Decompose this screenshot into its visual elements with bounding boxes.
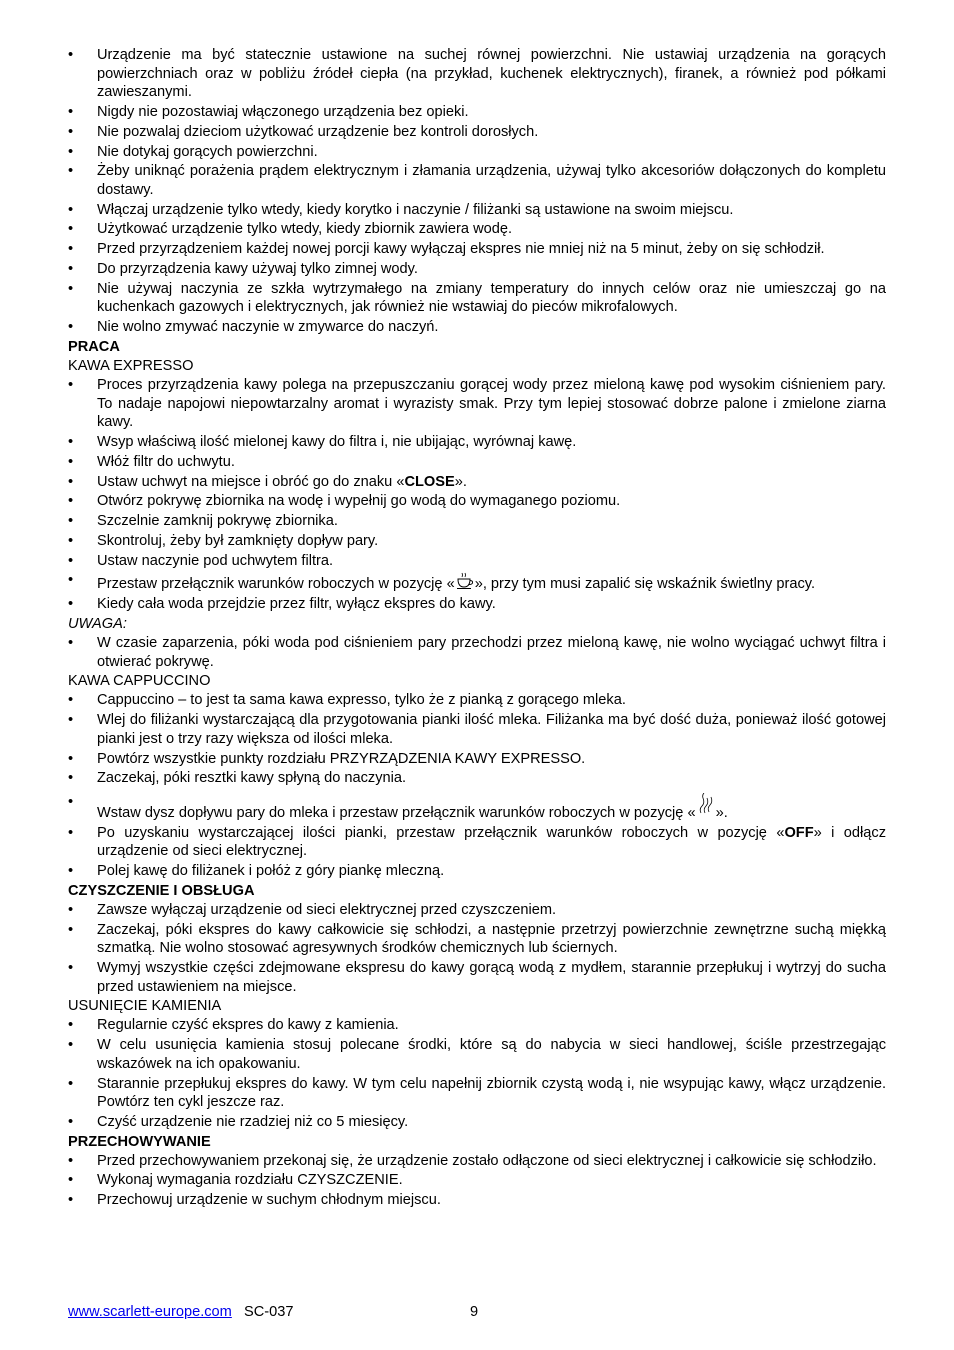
list-item: • Nie dotykaj gorących powierzchni.: [68, 143, 886, 162]
list-item: • Wlej do filiżanki wystarczającą dla przygotowania pianki ilość mleka. Filiżanka ma być dość duża, ponieważ ilość gotowej pianki jest o trzy razy większa od ilości mleka.: [68, 711, 886, 748]
list-item: • Ustaw naczynie pod uchwytem filtra.: [68, 552, 886, 571]
text-fragment: », przy tym musi zapalić się wskaźnik świetlny pracy.: [474, 576, 816, 593]
list-item-cup: [68, 571, 886, 594]
list-item: • Regularnie czyść ekspres do kawy z kamienia.: [68, 1016, 886, 1035]
off-mark: OFF: [784, 824, 814, 841]
text-fragment: Po uzyskaniu wystarczającej ilości pianki, przestaw przełącznik warunków roboczych w pozycję «: [97, 824, 785, 841]
list-item: • Cappuccino – to jest ta sama kawa expresso, tylko że z pianką z gorącego mleka.: [68, 691, 886, 710]
list-item: • Włóż filtr do uchwytu.: [68, 453, 886, 472]
list-item: • Czyść urządzenie nie rzadziej niż co 5 miesięcy.: [68, 1113, 886, 1132]
subheading-espresso: KAWA EXPRESSO: [68, 357, 194, 374]
list-item: • Wsyp właściwą ilość mielonej kawy do filtra i, nie ubijając, wyrównaj kawę.: [68, 433, 886, 452]
list-item: • Przechowuj urządzenie w suchym chłodnym miejscu.: [68, 1191, 886, 1210]
coffee-cup-icon: [455, 571, 475, 591]
list-item: • Zawsze wyłączaj urządzenie od sieci elektrycznej przed czyszczeniem.: [68, 901, 886, 920]
list-item-steam: [68, 793, 886, 823]
list-item: • Urządzenie ma być statecznie ustawione na suchej równej powierzchni. Nie ustawiaj urządzenia na gorących powierzchniach oraz w pobliżu źródeł ciepła (na przykład, kuchenek elektrycznych), firanek, a również pod półkami zawieszanymi.: [68, 46, 886, 102]
list-item: • Skontroluj, żeby był zamknięty dopływ pary.: [68, 532, 886, 551]
list-item: • Nigdy nie pozostawiaj włączonego urządzenia bez opieki.: [68, 103, 886, 122]
section-heading-praca: PRACA: [68, 338, 120, 355]
subheading-cappuccino: KAWA CAPPUCCINO: [68, 673, 211, 690]
descaling-list: [68, 1016, 886, 1131]
website-link[interactable]: www.scarlett-europe.com: [68, 1304, 232, 1320]
list-item: • Wymyj wszystkie części zdejmowane ekspresu do kawy gorącą wodą z mydłem, starannie przepłukuj i wytrzyj do sucha przed ustawieniem na miejsce.: [68, 959, 886, 996]
list-item: • Otwórz pokrywę zbiornika na wodę i wypełnij go wodą do wymaganego poziomu.: [68, 492, 886, 511]
text-fragment: Ustaw uchwyt na miejsce i obróć go do znaku «: [97, 473, 405, 490]
list-item: • Włączaj urządzenie tylko wtedy, kiedy korytko i naczynie / filiżanki są ustawione na swoim miejscu.: [68, 201, 886, 220]
list-item: • Proces przyrządzenia kawy polega na przepuszczaniu gorącej wody przez mieloną kawę pod wysokim ciśnieniem pary. To nadaje napojowi niepowtarzalny aromat i wyrazisty smak. Przy tym lepiej stosować dobrze palone i zmielone ziarna kawy.: [68, 376, 886, 432]
list-item: • W celu usunięcia kamienia stosuj polecane środki, które są do nabycia w sieci handlowej, ściśle przestrzegając wskazówek na ich opakowaniu.: [68, 1036, 886, 1073]
list-item: • Starannie przepłukuj ekspres do kawy. W tym celu napełnij zbiornik czystą wodą i, nie wsypując kawy, włącz urządzenie. Powtórz ten cykl jeszcze raz.: [68, 1075, 886, 1112]
text-fragment: ».: [454, 473, 467, 490]
list-item: • Powtórz wszystkie punkty rozdziału PRZYRZĄDZENIA KAWY EXPRESSO.: [68, 750, 886, 769]
model-number: SC-037: [244, 1304, 294, 1320]
storage-list: [68, 1152, 886, 1210]
text-fragment: » i odłącz urządzenie od sieci elektrycznej.: [97, 824, 886, 860]
list-item: • Nie pozwalaj dzieciom użytkować urządzenie bez kontroli dorosłych.: [68, 123, 886, 142]
list-item: • Nie wolno zmywać naczynie w zmywarce do naczyń.: [68, 318, 886, 337]
list-item: • Nie używaj naczynia ze szkła wytrzymałego na zmiany temperatury do innych celów oraz nie umieszczaj go na kuchenkach gazowych i elektrycznych, jak również nie wstawiaj do pieców mikrofalowych.: [68, 280, 886, 317]
list-item: • Użytkować urządzenie tylko wtedy, kiedy zbiornik zawiera wodę.: [68, 220, 886, 239]
section-heading-cleaning: CZYSZCZENIE I OBSŁUGA: [68, 882, 255, 899]
section-heading-storage: PRZECHOWYWANIE: [68, 1133, 211, 1150]
document-body: [68, 46, 886, 1211]
list-item: • Do przyrządzenia kawy używaj tylko zimnej wody.: [68, 260, 886, 279]
list-item: • Przed przechowywaniem przekonaj się, że urządzenie zostało odłączone od sieci elektrycznej i całkowicie się schłodziło.: [68, 1152, 886, 1171]
subheading-descaling: USUNIĘCIE KAMIENIA: [68, 998, 222, 1015]
text-fragment: ».: [715, 804, 728, 821]
espresso-list: [68, 376, 886, 614]
steam-icon: [696, 793, 716, 813]
list-item: • Polej kawę do filiżanek i połóż z góry piankę mleczną.: [68, 862, 886, 881]
list-item: • Szczelnie zamknij pokrywę zbiornika.: [68, 512, 886, 531]
list-item: • Przed przyrządzeniem każdej nowej porcji kawy wyłączaj ekspres nie mniej niż na 5 minut, żeby on się schłodził.: [68, 240, 886, 259]
note-list: [68, 634, 886, 671]
list-item: • W czasie zaparzenia, póki woda pod ciśnieniem pary przechodzi przez mieloną kawę, nie wolno wyciągać uchwyt filtra i otwierać pokrywę.: [68, 634, 886, 671]
text-fragment: Wstaw dysz dopływu pary do mleka i przestaw przełącznik warunków roboczych w pozycję «: [97, 804, 696, 821]
list-item: • Zaczekaj, póki ekspres do kawy całkowicie się schłodzi, a następnie przetrzyj powierzchnie zewnętrzne suchą miękką szmatką. Nie wolno stosować agresywnych środków chemicznych lub ściernych.: [68, 921, 886, 958]
list-item: • Żeby uniknąć porażenia prądem elektrycznym i złamania urządzenia, używaj tylko akcesoriów dołączonych do kompletu dostawy.: [68, 162, 886, 199]
cappuccino-list: [68, 691, 886, 880]
text-fragment: Przestaw przełącznik warunków roboczych w pozycję «: [97, 576, 455, 593]
note-label: UWAGA:: [68, 615, 127, 632]
page-number: 9: [470, 1304, 479, 1320]
safety-list: [68, 46, 886, 337]
list-item: • Zaczekaj, póki resztki kawy spłyną do naczynia.: [68, 769, 886, 788]
cleaning-list: [68, 901, 886, 996]
list-item-close: [68, 473, 886, 492]
close-mark: CLOSE: [404, 473, 455, 490]
list-item: • Kiedy cała woda przejdzie przez filtr, wyłącz ekspres do kawy.: [68, 595, 886, 614]
list-item: • Wykonaj wymagania rozdziału CZYSZCZENIE.: [68, 1171, 886, 1190]
list-item-off: [68, 824, 886, 861]
